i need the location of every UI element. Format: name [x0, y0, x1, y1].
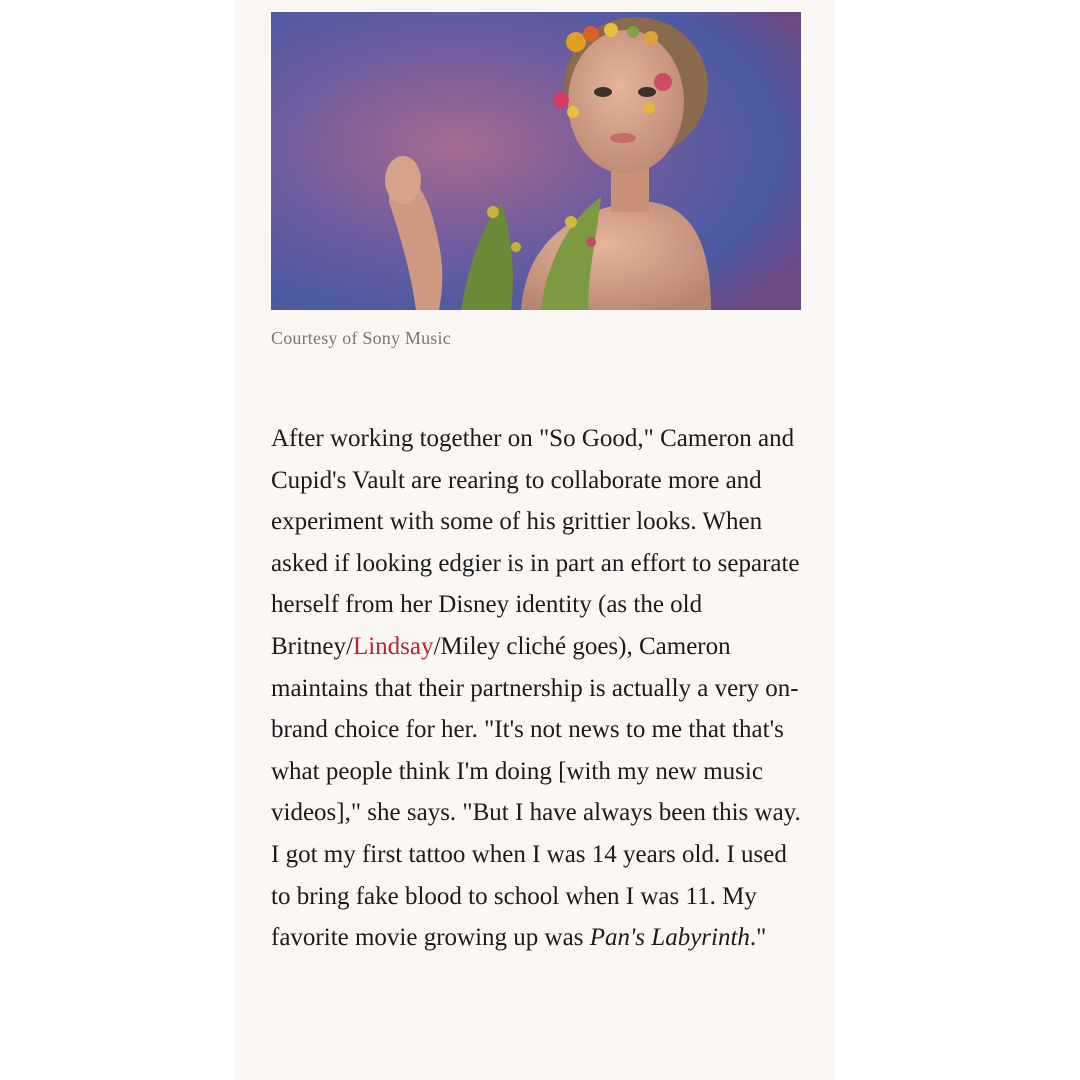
paragraph-text-end: ."	[749, 924, 767, 952]
paragraph-text-start: After working together on "So Good," Cameron and Cupid's Vault are rearing to collaborate more and experiment with some of his grittier looks. When asked if looking edgier is in part an effort to separate herself from her Disney identity (as the old Britney/	[271, 425, 800, 660]
lindsay-link[interactable]: Lindsay	[352, 632, 434, 660]
photo-illustration	[271, 12, 801, 310]
article-page	[235, 0, 835, 1080]
film-title: Pan's Labyrinth	[589, 924, 750, 952]
photo-caption: Courtesy of Sony Music	[271, 328, 451, 348]
article-photo	[271, 12, 801, 310]
paragraph-text-middle: /Miley cliché goes), Cameron maintains that their partnership is actually a very on-brand choice for her. "It's not news to me that that's what people think I'm doing [with my new music videos]," she says. "But I have always been this way. I got my first tattoo when I was 14 years old. I used to bring fake blood to school when I was 11. My favorite movie growing up was	[271, 632, 801, 952]
article-paragraph	[271, 418, 811, 959]
